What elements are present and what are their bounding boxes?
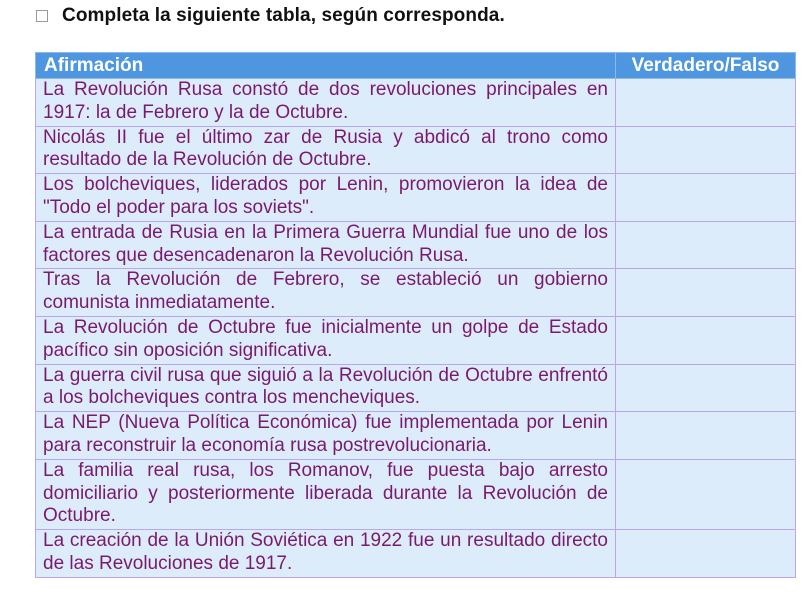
answer-cell[interactable] <box>616 530 796 578</box>
table-row <box>36 174 796 222</box>
table-row <box>36 412 796 460</box>
header-true-false: Verdadero/Falso <box>616 53 796 79</box>
statement-cell: Tras la Revolución de Febrero, se estableció un gobierno comunista inmediatamente. <box>36 269 616 317</box>
table-header-row <box>36 53 796 79</box>
statement-cell: La guerra civil rusa que siguió a la Revolución de Octubre enfrentó a los bolcheviques contra los mencheviques. <box>36 364 616 412</box>
table-row <box>36 269 796 317</box>
statement-cell: Los bolcheviques, liderados por Lenin, promovieron la idea de "Todo el poder para los soviets". <box>36 174 616 222</box>
instruction-text: Completa la siguiente tabla, según corresponda. <box>62 5 505 26</box>
statement-cell: La Revolución de Octubre fue inicialmente un golpe de Estado pacífico sin oposición significativa. <box>36 316 616 364</box>
answer-cell[interactable] <box>616 221 796 269</box>
answer-cell[interactable] <box>616 364 796 412</box>
statement-cell: Nicolás II fue el último zar de Rusia y abdicó al trono como resultado de la Revolución de Octubre. <box>36 126 616 174</box>
table-row <box>36 364 796 412</box>
answer-cell[interactable] <box>616 459 796 529</box>
statement-cell: La Revolución Rusa constó de dos revoluciones principales en 1917: la de Febrero y la de Octubre. <box>36 79 616 127</box>
answer-cell[interactable] <box>616 126 796 174</box>
table-row <box>36 221 796 269</box>
answer-cell[interactable] <box>616 79 796 127</box>
answer-cell[interactable] <box>616 316 796 364</box>
table-row <box>36 79 796 127</box>
answer-cell[interactable] <box>616 269 796 317</box>
statement-cell: La entrada de Rusia en la Primera Guerra Mundial fue uno de los factores que desencadenaron la Revolución Rusa. <box>36 221 616 269</box>
table-row <box>36 126 796 174</box>
true-false-table <box>35 52 796 578</box>
header-affirmation: Afirmación <box>36 53 616 79</box>
answer-cell[interactable] <box>616 174 796 222</box>
checkbox-icon[interactable] <box>36 10 48 22</box>
answer-cell[interactable] <box>616 412 796 460</box>
statement-cell: La familia real rusa, los Romanov, fue puesta bajo arresto domiciliario y posteriormente liberada durante la Revolución de Octubre. <box>36 459 616 529</box>
table-row <box>36 316 796 364</box>
instruction <box>36 4 505 28</box>
statement-cell: La creación de la Unión Soviética en 1922 fue un resultado directo de las Revoluciones de 1917. <box>36 530 616 578</box>
statement-cell: La NEP (Nueva Política Económica) fue implementada por Lenin para reconstruir la economía rusa postrevolucionaria. <box>36 412 616 460</box>
table-row <box>36 530 796 578</box>
table-row <box>36 459 796 529</box>
